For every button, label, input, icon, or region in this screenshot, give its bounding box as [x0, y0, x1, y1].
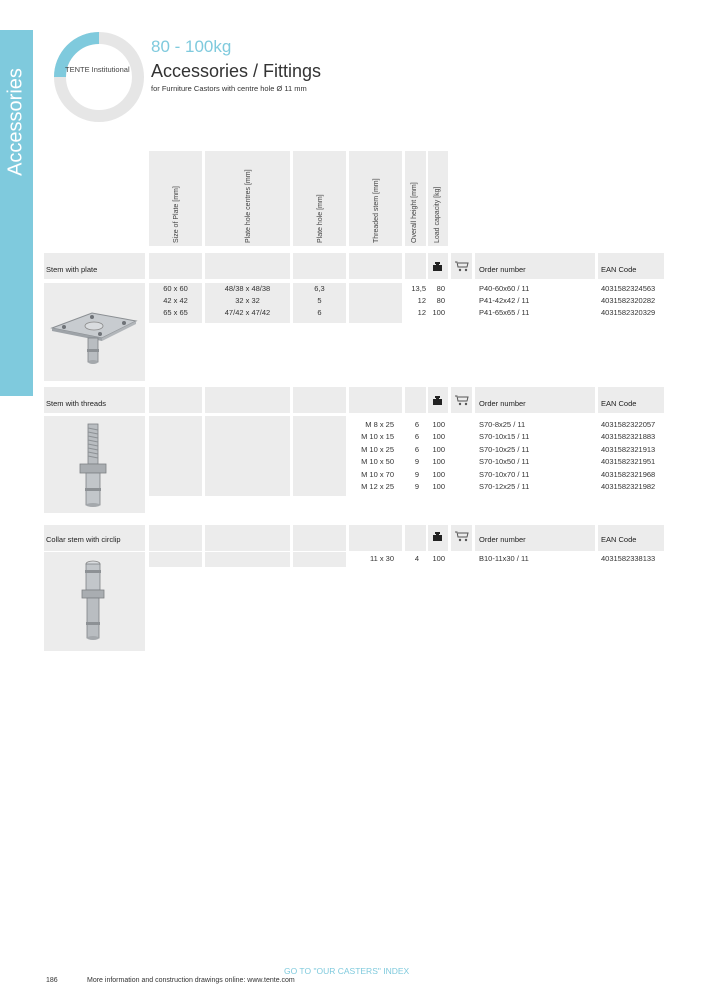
section-title: Stem with threads — [46, 399, 107, 408]
ean-code-value: 4031582322057 — [601, 420, 656, 429]
section-bar-cell — [405, 525, 426, 551]
section-bar-cell — [293, 387, 346, 413]
plate-hole-value: 6,3 — [314, 284, 325, 293]
order-number-value: S70-10x25 / 11 — [479, 445, 530, 454]
section-bar-cell — [205, 387, 290, 413]
threaded-stem-value: M 12 x 25 — [361, 482, 394, 491]
load-capacity-value: 100 — [432, 457, 445, 466]
overall-height-value: 13,5 — [411, 284, 426, 293]
overall-height-value: 6 — [414, 432, 419, 441]
plate-hole-value: 5 — [317, 296, 322, 305]
order-number-value: S70-8x25 / 11 — [479, 420, 526, 429]
threaded-stem-value: M 8 x 25 — [365, 420, 394, 429]
casters-index-link[interactable]: GO TO "OUR CASTERS" INDEX — [284, 966, 410, 976]
page-title: Accessories / Fittings — [151, 61, 322, 81]
data-cell — [149, 416, 202, 496]
ean-code-value: 4031582321913 — [601, 445, 656, 454]
product-image-collar-stem — [44, 552, 145, 651]
column-header-size-plate — [149, 151, 202, 246]
column-header-load-capacity — [428, 151, 448, 246]
section-bar-cell — [149, 387, 202, 413]
column-label-plate-hole: Plate hole [mm] — [317, 194, 324, 243]
sidebar-tab — [0, 30, 33, 396]
order-number-header: Order number — [479, 399, 526, 408]
ean-code-header: EAN Code — [601, 535, 637, 544]
plate-hole-centres-value: 48/38 x 48/38 — [224, 284, 271, 293]
plate-hole-centres-value: 47/42 x 47/42 — [224, 308, 271, 317]
order-number-header: Order number — [479, 265, 526, 274]
section-title: Stem with plate — [46, 265, 98, 274]
column-header-overall-height — [405, 151, 426, 246]
cart-icon — [454, 530, 470, 542]
ean-code-value: 4031582324563 — [601, 284, 656, 293]
section-bar-cell — [205, 253, 290, 279]
ean-code-value: 4031582321951 — [601, 457, 656, 466]
overall-height-value: 6 — [414, 445, 419, 454]
column-label-load-capacity: Load capacity [kg] — [434, 186, 441, 243]
column-header-threaded-stem — [349, 151, 402, 246]
ean-code-value: 4031582321883 — [601, 432, 656, 441]
load-capacity-value: 100 — [432, 308, 445, 317]
column-label-plate-hole-centres: Plate hole centres [mm] — [245, 169, 252, 243]
ean-code-header: EAN Code — [601, 265, 637, 274]
section-bar-cell — [293, 525, 346, 551]
load-capacity-value: 100 — [432, 445, 445, 454]
section-bar-cell — [205, 525, 290, 551]
data-cell — [205, 552, 290, 567]
load-capacity-value: 100 — [432, 554, 445, 563]
column-label-threaded-stem: Threaded stem [mm] — [373, 178, 380, 243]
product-image-stem-with-plate — [44, 283, 145, 381]
load-capacity-value: 100 — [432, 432, 445, 441]
order-number-header: Order number — [479, 535, 526, 544]
order-number-value: S70-10x50 / 11 — [479, 457, 530, 466]
threaded-stem-value: M 10 x 70 — [361, 470, 394, 479]
data-cell — [205, 416, 290, 496]
threaded-stem-value: M 10 x 25 — [361, 445, 394, 454]
size-plate-value: 65 x 65 — [163, 308, 188, 317]
column-header-plate-hole — [293, 151, 346, 246]
load-capacity-value: 80 — [436, 284, 445, 293]
ean-code-value: 4031582338133 — [601, 554, 656, 563]
load-capacity-value: 80 — [436, 296, 445, 305]
overall-height-value: 12 — [417, 296, 426, 305]
weight-icon — [433, 262, 442, 271]
data-cell — [293, 416, 346, 496]
section-bar-cell — [405, 253, 426, 279]
plate-hole-value: 6 — [317, 308, 322, 317]
overall-height-value: 4 — [414, 554, 419, 563]
threaded-stem-value: M 10 x 50 — [361, 457, 394, 466]
sidebar-label: Accessories — [4, 68, 27, 176]
section-bar-cell — [149, 525, 202, 551]
data-cell — [149, 552, 202, 567]
load-capacity-value: 100 — [432, 470, 445, 479]
column-header-plate-hole-centres — [205, 151, 290, 246]
order-number-value: P41-42x42 / 11 — [479, 296, 530, 305]
cart-icon — [454, 260, 470, 272]
page-subtitle: for Furniture Castors with centre hole Ø 11 mm — [151, 84, 307, 93]
load-capacity-value: 100 — [432, 482, 445, 491]
size-plate-value: 60 x 60 — [163, 284, 188, 293]
section-bar-cell — [349, 387, 402, 413]
cart-icon — [454, 394, 470, 406]
ean-code-header: EAN Code — [601, 399, 637, 408]
data-cell — [293, 552, 346, 567]
weight-icon — [433, 396, 442, 405]
section-bar-cell — [349, 253, 402, 279]
section-bar-cell — [349, 525, 402, 551]
product-image-stem-with-threads — [44, 416, 145, 513]
order-number-value: P41-65x65 / 11 — [479, 308, 530, 317]
brand-label: TENTE Institutional — [65, 65, 130, 74]
section-title: Collar stem with circlip — [46, 535, 121, 544]
section-bar-cell — [405, 387, 426, 413]
brand-ring-logo — [52, 30, 146, 124]
overall-height-value: 12 — [417, 308, 426, 317]
overall-height-value: 9 — [414, 482, 419, 491]
size-plate-value: 42 x 42 — [163, 296, 188, 305]
ean-code-value: 4031582320329 — [601, 308, 656, 317]
section-bar-cell — [293, 253, 346, 279]
order-number-value: P40-60x60 / 11 — [479, 284, 530, 293]
overall-height-value: 6 — [414, 420, 419, 429]
data-cell — [349, 283, 402, 323]
order-number-value: B10-11x30 / 11 — [479, 554, 529, 563]
order-number-value: S70-10x70 / 11 — [479, 470, 530, 479]
plate-hole-centres-value: 32 x 32 — [235, 296, 260, 305]
threaded-stem-value: M 10 x 15 — [361, 432, 394, 441]
threaded-stem-value: 11 x 30 — [369, 554, 394, 563]
weight-range: 80 - 100kg — [151, 37, 232, 56]
order-number-value: S70-12x25 / 11 — [479, 482, 530, 491]
footer-info: More information and construction drawings online: www.tente.com — [87, 977, 295, 984]
ean-code-value: 4031582321982 — [601, 482, 656, 491]
section-bar-cell — [149, 253, 202, 279]
column-label-size-plate: Size of Plate [mm] — [173, 186, 180, 243]
overall-height-value: 9 — [414, 470, 419, 479]
ean-code-value: 4031582321968 — [601, 470, 656, 479]
order-number-value: S70-10x15 / 11 — [479, 432, 530, 441]
load-capacity-value: 100 — [432, 420, 445, 429]
overall-height-value: 9 — [414, 457, 419, 466]
weight-icon — [433, 532, 442, 541]
column-label-overall-height: Overall height [mm] — [411, 182, 418, 243]
ean-code-value: 4031582320282 — [601, 296, 656, 305]
page-number: 186 — [46, 977, 58, 984]
